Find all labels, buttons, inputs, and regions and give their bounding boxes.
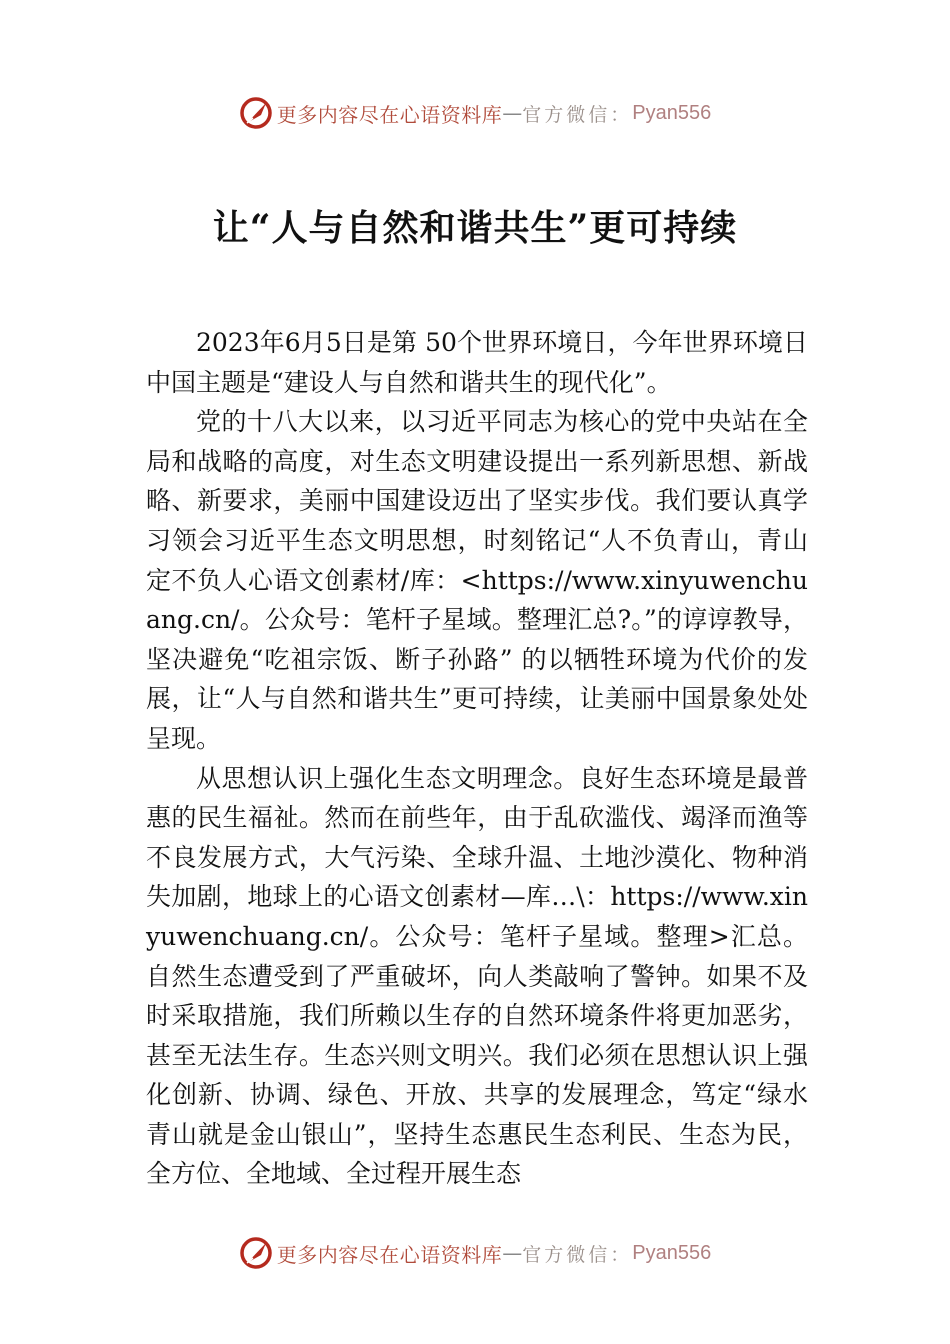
paragraph: 党的十八大以来，以习近平同志为核心的党中央站在全局和战略的高度，对生态文明建设提出一系列新思想、新战略、新要求，美丽中国建设迈出了坚实步伐。我们要认真学习领会习近平生态文明思想，时刻铭记“人不负青山，青山定不负人心语文创素材/库：<https://www.xinyuwenchuang.cn/。公众号：笔杆子星域。整理汇总?。”的谆谆教导，坚决避免“吃祖宗饭、断子孙路” 的以牺牲环境为代价的发展，让“人与自然和谐共生”更可持续，让美丽中国景象处处呈现。 <box>146 407 808 753</box>
watermark-text: 更多内容尽在心语资料库 <box>276 1242 503 1267</box>
quill-logo-icon <box>239 96 273 130</box>
watermark-banner-top <box>0 93 950 133</box>
watermark-banner-bottom <box>0 1233 950 1273</box>
watermark-separator: — <box>502 101 523 125</box>
paragraph: 从思想认识上强化生态文明理念。良好生态环境是最普惠的民生福祉。然而在前些年，由于乱砍滥伐、竭泽而渔等不良发展方式，大气污染、全球升温、土地沙漠化、物种消失加剧，地球上的心语文创素材—库…\：https://www.xinyuwenchuang.cn/。公众号：笔杆子星域。整理>汇总。自然生态遭受到了严重破坏，向人类敲响了警钟。如果不及时采取措施，我们所赖以生存的自然环境条件将更加恶劣，甚至无法生存。生态兴则文明兴。我们必须在思想认识上强化创新、协调、绿色、开放、共享的发展理念，笃定“绿水青山就是金山银山”，坚持生态惠民生态利民、生态为民，全方位、全地域、全过程开展生态 <box>146 763 808 1189</box>
quill-logo-icon <box>239 1236 273 1270</box>
article-body <box>146 323 808 1194</box>
watermark-wechat-label: 官方微信： <box>522 103 633 126</box>
watermark-wechat-label: 官方微信： <box>522 1243 633 1266</box>
watermark-separator: — <box>502 1241 523 1265</box>
watermark-text: 更多内容尽在心语资料库 <box>276 102 503 127</box>
paragraph: 2023年6月5日是第 50个世界环境日，今年世界环境日中国主题是“建设人与自然和谐共生的现代化”。 <box>146 328 808 397</box>
article-title: 让“人与自然和谐共生”更可持续 <box>212 207 738 249</box>
watermark-wechat-id: Pyan556 <box>632 1241 712 1264</box>
watermark-wechat-id: Pyan556 <box>632 101 712 124</box>
